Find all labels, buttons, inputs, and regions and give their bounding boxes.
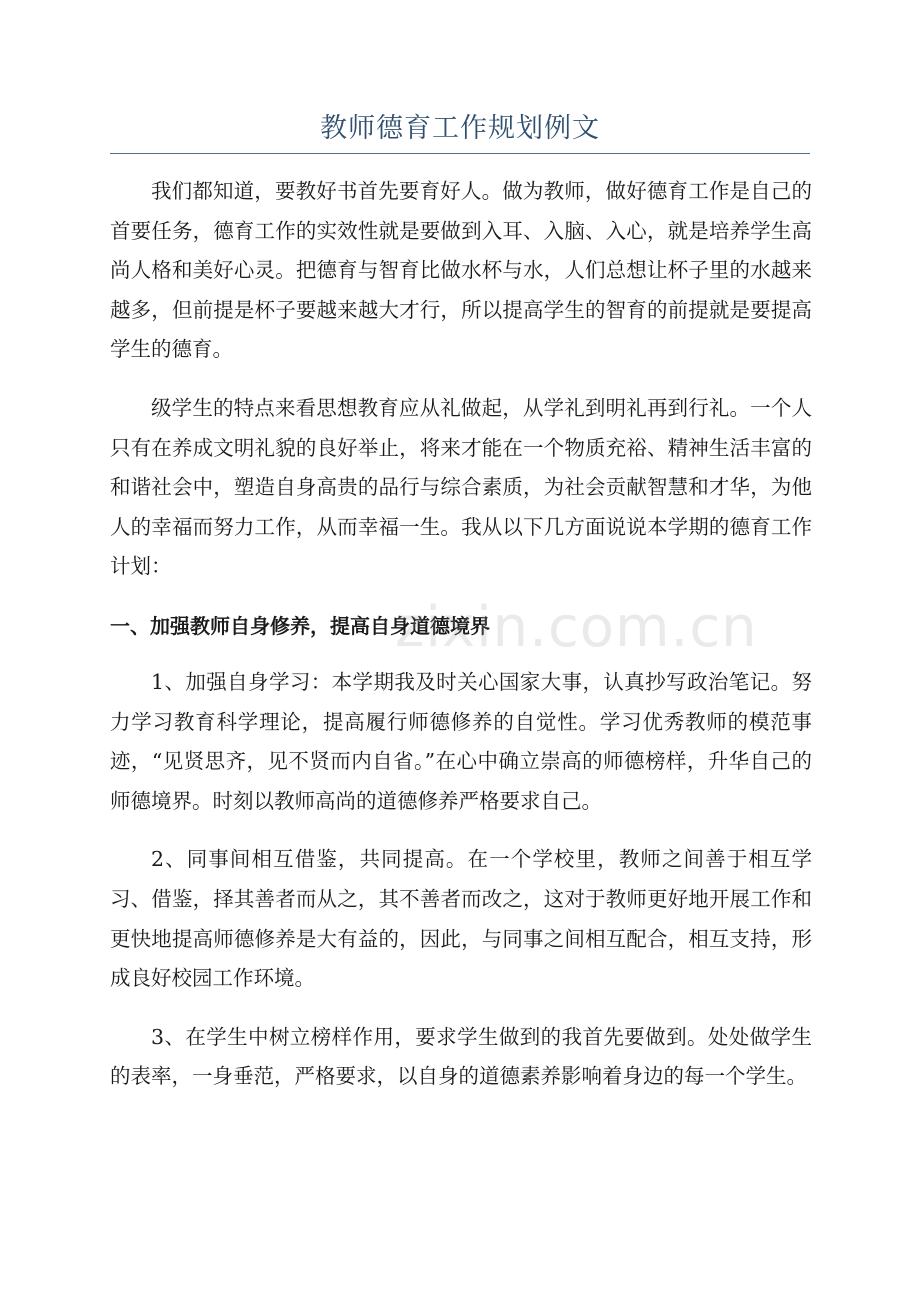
paragraph-item-3: 3、在学生中树立榜样作用，要求学生做到的我首先要做到。处处做学生的表率，一身垂范，严格要求，以自身的道德素养影响着身边的每一个学生。 [110, 1024, 812, 1089]
watermark-text: zixin.com.cn [395, 595, 758, 660]
paragraph-item-2: 2、同事间相互借鉴，共同提高。在一个学校里，教师之间善于相互学习、借鉴，择其善者而从之，其不善者而改之，这对于教师更好地开展工作和更快地提高师德修养是大有益的，因此，与同事之间相互配合，相互支持，形成良好校园工作环境。 [110, 847, 812, 991]
document-title: 教师德育工作规划例文 [320, 113, 600, 144]
paragraph-intro-1: 我们都知道，要教好书首先要育好人。做为教师，做好德育工作是自己的首要任务，德育工作的实效性就是要做到入耳、入脑、入心，就是培养学生高尚人格和美好心灵。把德育与智育比做水杯与水，人们总想让杯子里的水越来越多，但前提是杯子要越来越大才行，所以提高学生的智育的前提就是要提高学生的德育。 [110, 179, 812, 362]
title-underline [110, 153, 810, 154]
section-heading: 一、加强教师自身修养，提高自身道德境界 [110, 613, 490, 638]
document-body [110, 172, 812, 1116]
paragraph-intro-2: 级学生的特点来看思想教育应从礼做起，从学礼到明礼再到行礼。一个人只有在养成文明礼貌的良好举止，将来才能在一个物质充裕、精神生活丰富的和谐社会中，塑造自身高贵的品行与综合素质，为社会贡献智慧和才华，为他人的幸福而努力工作，从而幸福一生。我从以下几方面说说本学期的德育工作计划： [110, 395, 812, 579]
paragraph-item-1: 1、加强自身学习：本学期我及时关心国家大事，认真抄写政治笔记。努力学习教育科学理论，提高履行师德修养的自觉性。学习优秀教师的模范事迹，“见贤思齐，见不贤而内自省。”在心中确立崇高的师德榜样，升华自己的师德境界。时刻以教师高尚的道德修养严格要求自己。 [110, 669, 812, 813]
